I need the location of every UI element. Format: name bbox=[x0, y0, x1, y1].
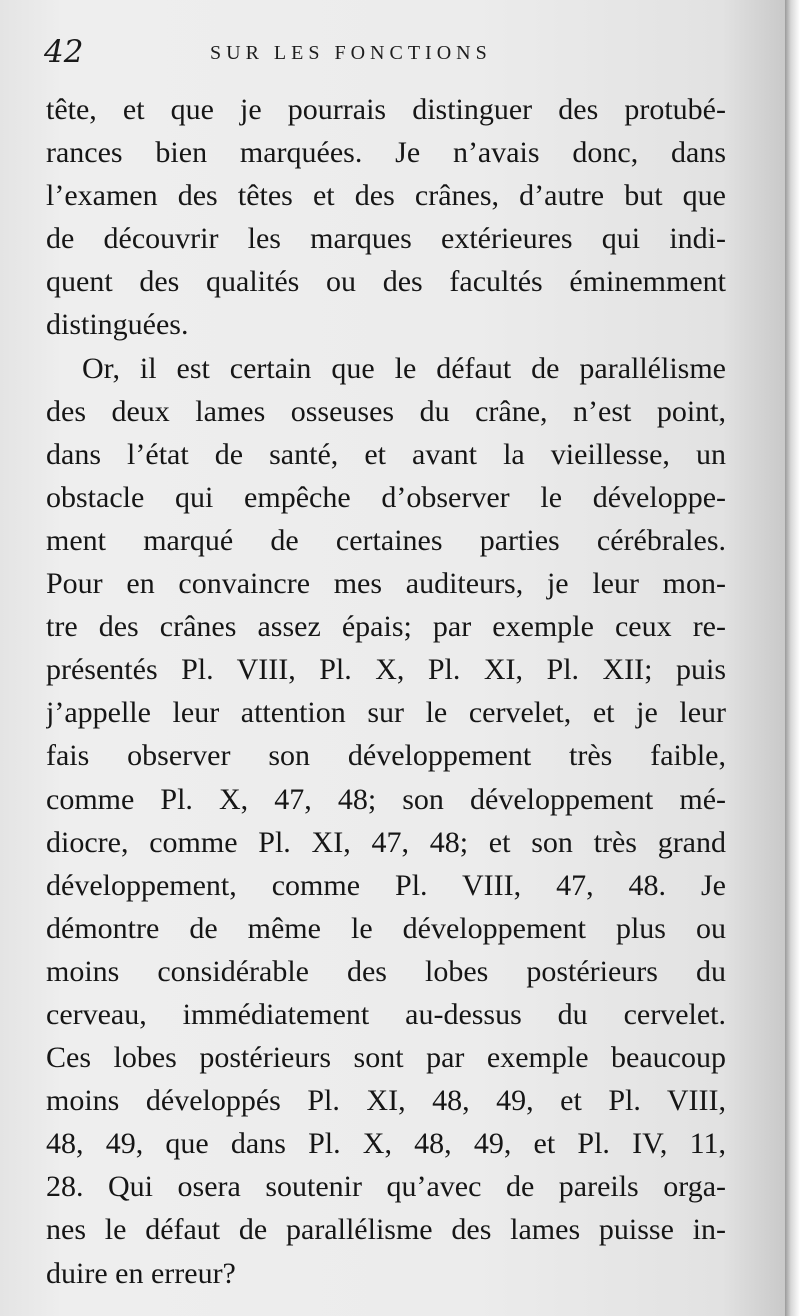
text-line: dans l’état de santé, et avant la vieillesse, un bbox=[46, 437, 726, 471]
text-line: de découvrir les marques extérieures qui indi- bbox=[46, 222, 726, 256]
body-text bbox=[46, 88, 726, 1295]
text-line: cerveau, immédiatement au-dessus du cervelet. bbox=[46, 997, 726, 1031]
text-line: tête, et que je pourrais distinguer des protubé- bbox=[46, 93, 726, 126]
text-line: présentés Pl. VIII, Pl. X, Pl. XI, Pl. XII; puis bbox=[46, 653, 726, 687]
text-line: moins développés Pl. XI, 48, 49, et Pl. VIII, bbox=[46, 1084, 726, 1118]
text-line: des deux lames osseuses du crâne, n’est point, bbox=[46, 394, 726, 428]
page-edge-shadow bbox=[785, 0, 800, 1316]
text-line: démontre de même le développement plus ou bbox=[46, 911, 726, 945]
text-line: j’appelle leur attention sur le cervelet, et je leur bbox=[46, 696, 726, 730]
text-line: développement, comme Pl. VIII, 47, 48. Je bbox=[46, 868, 726, 902]
page-number: 42 bbox=[44, 34, 84, 70]
text-line: fais observer son développement très faible, bbox=[46, 739, 726, 773]
running-head: SUR LES FONCTIONS bbox=[210, 42, 492, 64]
text-line: distinguées. bbox=[46, 308, 189, 342]
text-line: 48, 49, que dans Pl. X, 48, 49, et Pl. IV, 11, bbox=[46, 1127, 726, 1161]
text-line: Pour en convaincre mes auditeurs, je leur mon- bbox=[46, 567, 726, 601]
text-line: moins considérable des lobes postérieurs du bbox=[46, 954, 726, 988]
text-line: nes le défaut de parallélisme des lames puisse in- bbox=[46, 1213, 726, 1247]
text-line: 28. Qui osera soutenir qu’avec de pareils orga- bbox=[46, 1170, 726, 1204]
text-line: quent des qualités ou des facultés éminemment bbox=[46, 265, 726, 299]
text-line: obstacle qui empêche d’observer le développe- bbox=[46, 480, 726, 514]
text-line: diocre, comme Pl. XI, 47, 48; et son très grand bbox=[46, 825, 726, 859]
text-line: rances bien marquées. Je n’avais donc, dans bbox=[46, 136, 726, 170]
text-line: tre des crânes assez épais; par exemple ceux re- bbox=[46, 610, 726, 644]
text-line: ment marqué de certaines parties cérébrales. bbox=[46, 523, 726, 557]
paragraph-start-line: Or, il est certain que le défaut de parallélisme bbox=[82, 351, 726, 385]
text-line: comme Pl. X, 47, 48; son développement mé- bbox=[46, 782, 726, 816]
text-line: l’examen des têtes et des crânes, d’autre but que bbox=[46, 179, 726, 213]
text-line: Ces lobes postérieurs sont par exemple beaucoup bbox=[46, 1041, 726, 1075]
page-header bbox=[44, 34, 744, 78]
text-line: duire en erreur? bbox=[46, 1256, 236, 1290]
